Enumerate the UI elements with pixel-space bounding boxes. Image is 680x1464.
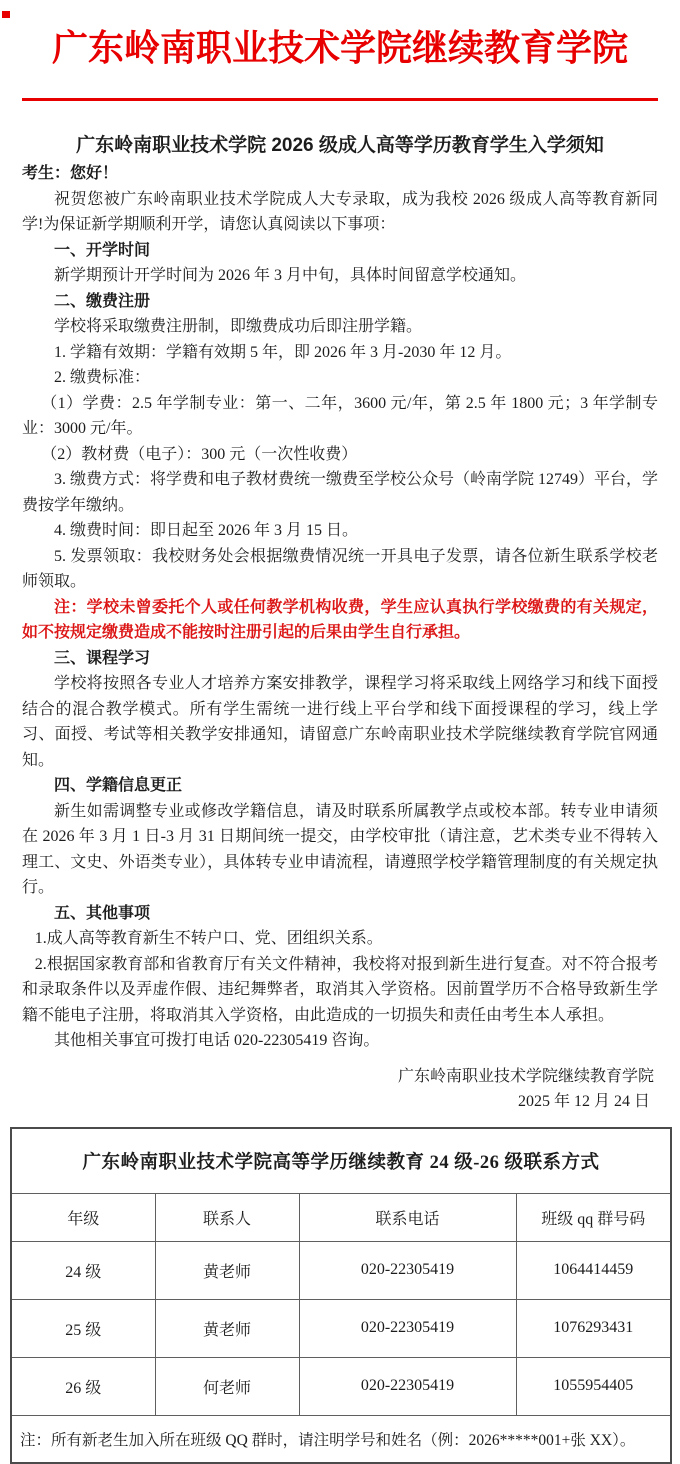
section-2-item-1: 1. 学籍有效期：学籍有效期 5 年，即 2026 年 3 月-2030 年 12 月。 bbox=[54, 343, 512, 361]
section-2-item-3: 3. 缴费方式：将学费和电子教材费统一缴费至学校公众号（岭南学院 12749）平台，学费按学年缴纳。 bbox=[22, 471, 659, 514]
contact-table-title: 广东岭南职业技术学院高等学历继续教育 24 级-26 级联系方式 bbox=[11, 1128, 671, 1194]
contact-cell-0-3: 1064414459 bbox=[516, 1241, 671, 1299]
section-5-item-1: 1.成人高等教育新生不转户口、党、团组织关系。 bbox=[34, 930, 383, 947]
section-5-item-2: 2.根据国家教育部和省教育厅有关文件精神，我校将对报到新生进行复查。对不符合报考和录取条件以及弄虚作假、违纪舞弊者，取消其入学资格。因前置学历不合格导致新生学籍不能电子注册，将取消其入学资格，由此造成的一切损失和责任由考生本人承担。 bbox=[22, 955, 658, 1024]
notice-title: 广东岭南职业技术学院 2026 级成人高等学历教育学生入学须知 bbox=[76, 135, 604, 156]
institution-title: 广东岭南职业技术学院继续教育学院 bbox=[51, 28, 628, 68]
contact-cell-2-1: 何老师 bbox=[155, 1357, 299, 1415]
contact-cell-1-3: 1076293431 bbox=[516, 1299, 671, 1357]
section-2-item-2-2: （2）教材费（电子）：300 元（一次性收费） bbox=[41, 445, 358, 463]
greeting-line: 考生：您好！ bbox=[22, 165, 119, 182]
red-corner-mark bbox=[2, 11, 10, 18]
date-line: 2025 年 12 月 24 日 bbox=[517, 1093, 650, 1110]
contact-table bbox=[10, 1127, 672, 1464]
contact-table-wrap bbox=[10, 1127, 670, 1464]
section-2-item-5: 5. 发票领取：我校财务处会根据缴费情况统一开具电子发票，请各位新生联系学校老师领取。 bbox=[22, 547, 658, 590]
contact-table-row-0 bbox=[11, 1241, 671, 1299]
section-heading-2: 二、缴费注册 bbox=[54, 292, 151, 310]
section-2-item-2: 2. 缴费标准： bbox=[54, 369, 151, 386]
contact-table-header-0: 年级 bbox=[11, 1193, 155, 1241]
contact-cell-1-2: 020-22305419 bbox=[299, 1299, 516, 1357]
contact-table-note: 注：所有新老生加入所在班级 QQ 群时，请注明学号和姓名（例：2026*****001+张 XX）。 bbox=[11, 1415, 671, 1463]
contact-cell-2-2: 020-22305419 bbox=[299, 1357, 516, 1415]
notice-document bbox=[22, 131, 658, 1115]
section-2-item-2-1: （1）学费：2.5 年学制专业：第一、二年，3600 元/年，第 2.5 年 1800 元；3 年学制专业：3000 元/年。 bbox=[22, 394, 658, 437]
contact-cell-0-1: 黄老师 bbox=[155, 1241, 299, 1299]
notice-body bbox=[22, 161, 658, 1054]
contact-table-note-row bbox=[11, 1415, 671, 1463]
red-divider-line bbox=[22, 98, 658, 101]
contact-cell-0-2: 020-22305419 bbox=[299, 1241, 516, 1299]
contact-table-row-2 bbox=[11, 1357, 671, 1415]
section-3-paragraph: 学校将按照各专业人才培养方案安排教学，课程学习将采取线上网络学习和线下面授结合的混合教学模式。所有学生需统一进行线上平台学和线下面授课程的学习，线上学习、面授、考试等相关教学安排通知，请留意广东岭南职业技术学院继续教育学院官网通知。 bbox=[22, 675, 658, 769]
contact-cell-1-1: 黄老师 bbox=[155, 1299, 299, 1357]
contact-cell-2-3: 1055954405 bbox=[516, 1357, 671, 1415]
payment-warning: 注：学校未曾委托个人或任何教学机构收费，学生应认真执行学校缴费的有关规定，如不按规定缴费造成不能按时注册引起的后果由学生自行承担。 bbox=[22, 598, 658, 641]
contact-table-row-1 bbox=[11, 1299, 671, 1357]
section-heading-1: 一、开学时间 bbox=[54, 241, 151, 259]
contact-table-header-2: 联系电话 bbox=[299, 1193, 516, 1241]
contact-table-title-row bbox=[11, 1128, 671, 1194]
masthead bbox=[0, 0, 680, 71]
section-2-item-4: 4. 缴费时间：即日起至 2026 年 3 月 15 日。 bbox=[54, 522, 359, 539]
section-heading-3: 三、课程学习 bbox=[54, 649, 151, 667]
contact-table-header-1: 联系人 bbox=[155, 1193, 299, 1241]
contact-phone-paragraph: 其他相关事宜可拨打电话 020-22305419 咨询。 bbox=[54, 1032, 380, 1049]
section-heading-4: 四、学籍信息更正 bbox=[54, 777, 183, 794]
contact-cell-1-0: 25 级 bbox=[11, 1299, 155, 1357]
section-4-paragraph: 新生如需调整专业或修改学籍信息，请及时联系所属教学点或校本部。转专业申请须在 2026 年 3 月 1 日-3 月 31 日期间统一提交，由学校审批（请注意，艺术类专业不得转入理工、文史、外语类专业），具体转专业申请流程，请遵照学校学籍管理制度的有关规定执行。 bbox=[22, 802, 658, 896]
contact-cell-2-0: 26 级 bbox=[11, 1357, 155, 1415]
contact-table-header-3: 班级 qq 群号码 bbox=[516, 1193, 671, 1241]
signature-line: 广东岭南职业技术学院继续教育学院 bbox=[397, 1067, 654, 1085]
contact-cell-0-0: 24 级 bbox=[11, 1241, 155, 1299]
section-2-paragraph: 学校将采取缴费注册制，即缴费成功后即注册学籍。 bbox=[54, 318, 423, 335]
section-heading-5: 五、其他事项 bbox=[54, 904, 151, 922]
section-1-paragraph: 新学期预计开学时间为 2026 年 3 月中旬，具体时间留意学校通知。 bbox=[54, 267, 527, 284]
intro-paragraph: 祝贺您被广东岭南职业技术学院成人大专录取，成为我校 2026 级成人高等教育新同学!为保证新学期顺利开学，请您认真阅读以下事项： bbox=[22, 190, 658, 233]
contact-table-header-row bbox=[11, 1193, 671, 1241]
